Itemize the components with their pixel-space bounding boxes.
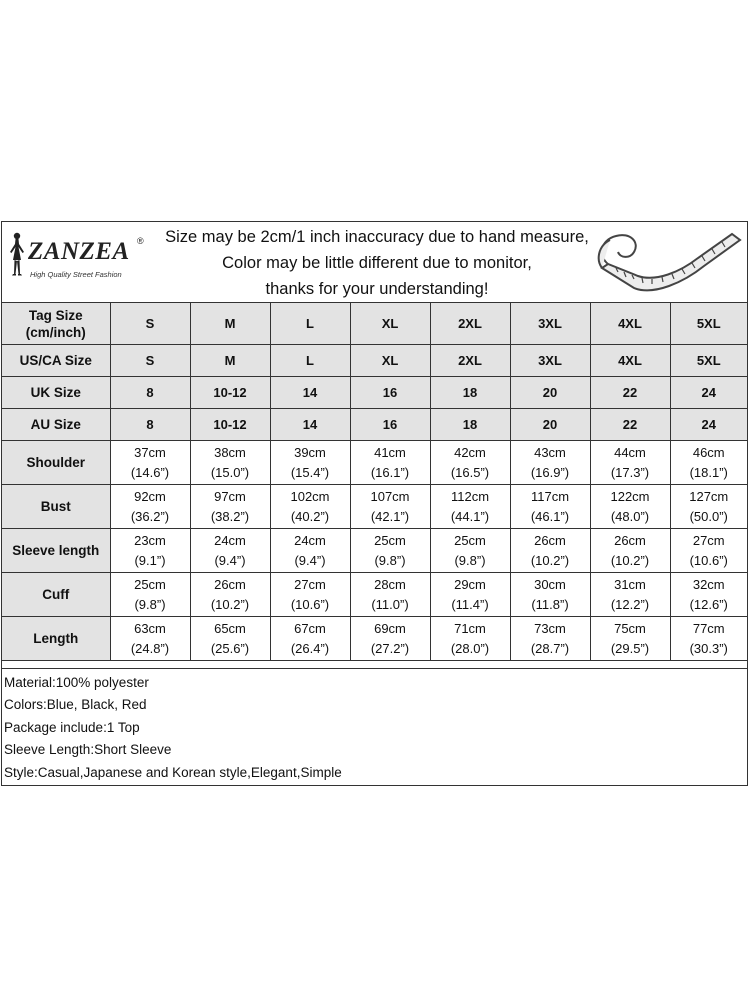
inch-value: (18.1”) — [689, 464, 728, 480]
table-cell — [510, 529, 590, 573]
table-cell — [350, 529, 430, 573]
cm-value: 73cm — [534, 620, 566, 636]
inch-value: (16.1”) — [370, 464, 410, 480]
row-label: Sleeve length — [2, 529, 110, 573]
table-cell — [430, 529, 510, 573]
table-cell — [350, 441, 430, 485]
cm-value: 127cm — [689, 488, 729, 504]
inch-value: (12.6”) — [689, 596, 728, 612]
inch-value: (40.2”) — [290, 508, 330, 524]
notice-line: Color may be little different due to monitor, — [222, 254, 532, 272]
table-row-tag-size — [2, 303, 747, 345]
inch-value: (29.5”) — [610, 640, 650, 656]
info-package: Package include:1 Top — [4, 719, 140, 735]
inch-value: (10.2”) — [610, 552, 650, 568]
inch-value: (44.1”) — [450, 508, 490, 524]
cm-value: 37cm — [134, 444, 166, 460]
table-cell: 16 — [350, 377, 430, 409]
table-row-au-size — [2, 409, 747, 441]
table-cell — [110, 529, 190, 573]
table-cell: 18 — [430, 409, 510, 441]
cm-value: 67cm — [294, 620, 326, 636]
table-cell: 20 — [510, 409, 590, 441]
product-info — [2, 668, 747, 784]
table-cell: XL — [350, 345, 430, 377]
table-cell: M — [190, 345, 270, 377]
size-chart — [1, 221, 748, 786]
table-cell — [670, 485, 747, 529]
table-cell: S — [110, 345, 190, 377]
cm-value: 43cm — [534, 444, 566, 460]
cm-value: 28cm — [374, 576, 406, 592]
size-table — [2, 303, 747, 661]
cm-value: 65cm — [214, 620, 246, 636]
table-cell — [430, 441, 510, 485]
inch-value: (11.0”) — [371, 596, 409, 612]
table-cell — [110, 573, 190, 617]
table-cell — [190, 441, 270, 485]
tag-size-label: Tag Size — [28, 307, 83, 323]
row-label: AU Size — [2, 409, 110, 441]
table-row-uk-size — [2, 377, 747, 409]
table-cell: 2XL — [430, 345, 510, 377]
table-cell: 22 — [590, 377, 670, 409]
brand-tagline: High Quality Street Fashion — [30, 270, 122, 279]
cm-value: 117cm — [530, 488, 570, 504]
cm-value: 71cm — [454, 620, 486, 636]
table-cell: 24 — [670, 377, 747, 409]
size-header: XL — [350, 303, 430, 345]
inch-value: (10.2”) — [210, 596, 250, 612]
cm-value: 69cm — [374, 620, 406, 636]
info-material: Material:100% polyester — [4, 675, 149, 690]
cm-value: 31cm — [614, 576, 646, 592]
inch-value: (25.6”) — [210, 640, 250, 656]
table-cell — [590, 529, 670, 573]
registered-mark: ® — [137, 236, 144, 246]
row-label: US/CA Size — [2, 345, 110, 377]
size-header: 5XL — [670, 303, 747, 345]
cm-value: 97cm — [214, 488, 246, 504]
cm-value: 46cm — [692, 444, 725, 460]
cm-value: 24cm — [214, 532, 246, 548]
cm-value: 77cm — [692, 620, 725, 636]
chart-header — [2, 222, 747, 303]
table-cell — [670, 617, 747, 661]
table-cell: 5XL — [670, 345, 747, 377]
inch-value: (9.4”) — [294, 552, 326, 568]
table-cell — [590, 573, 670, 617]
table-cell — [270, 529, 350, 573]
table-cell: 14 — [270, 377, 350, 409]
table-cell — [270, 617, 350, 661]
table-row-cuff — [2, 573, 747, 617]
size-header: M — [190, 303, 270, 345]
table-cell — [510, 573, 590, 617]
table-cell: 8 — [110, 377, 190, 409]
inch-value: (10.6”) — [290, 596, 330, 612]
info-style: Style:Casual,Japanese and Korean style,Elegant,Simple — [4, 764, 342, 780]
table-cell — [350, 617, 430, 661]
notice-line: thanks for your understanding! — [265, 280, 489, 298]
table-cell — [270, 441, 350, 485]
table-row-bust — [2, 485, 747, 529]
inch-value: (24.8”) — [130, 640, 170, 656]
row-label: Length — [2, 617, 110, 661]
table-cell: 10-12 — [190, 409, 270, 441]
inch-value: (10.2”) — [530, 552, 570, 568]
table-row-shoulder — [2, 441, 747, 485]
brand-name: ZANZEA — [28, 238, 130, 265]
inch-value: (16.5”) — [450, 464, 490, 480]
table-cell: 10-12 — [190, 377, 270, 409]
table-cell: 16 — [350, 409, 430, 441]
table-row-sleeve-length — [2, 529, 747, 573]
inch-value: (12.2”) — [610, 596, 650, 612]
inch-value: (9.8”) — [134, 596, 166, 612]
table-cell: 14 — [270, 409, 350, 441]
info-sleeve-length: Sleeve Length:Short Sleeve — [4, 742, 172, 758]
row-label: UK Size — [2, 377, 110, 409]
measurement-notice — [157, 224, 597, 302]
cm-value: 112cm — [450, 488, 490, 504]
inch-value: (15.4”) — [290, 464, 330, 480]
fashion-figure-icon — [6, 230, 28, 282]
inch-value: (14.6”) — [130, 464, 170, 480]
inch-value: (26.4”) — [290, 640, 330, 656]
size-header: S — [110, 303, 190, 345]
cm-value: 75cm — [614, 620, 646, 636]
inch-value: (28.7”) — [530, 640, 570, 656]
cm-value: 38cm — [214, 444, 246, 460]
cm-value: 107cm — [370, 488, 410, 504]
table-cell — [110, 485, 190, 529]
table-cell — [110, 441, 190, 485]
inch-value: (50.0”) — [689, 508, 728, 524]
table-cell — [190, 529, 270, 573]
cm-value: 102cm — [290, 488, 330, 504]
table-cell: L — [270, 345, 350, 377]
table-cell — [590, 617, 670, 661]
cm-value: 30cm — [534, 576, 566, 592]
table-cell: 24 — [670, 409, 747, 441]
table-cell — [350, 485, 430, 529]
cm-value: 42cm — [454, 444, 486, 460]
table-cell: 8 — [110, 409, 190, 441]
table-cell — [430, 617, 510, 661]
inch-value: (9.1”) — [134, 552, 166, 568]
info-colors: Colors:Blue, Black, Red — [4, 697, 147, 713]
table-cell — [270, 573, 350, 617]
inch-value: (42.1”) — [370, 508, 410, 524]
cm-value: 32cm — [692, 576, 725, 592]
cm-value: 25cm — [374, 532, 406, 548]
cm-value: 63cm — [134, 620, 166, 636]
table-cell — [190, 573, 270, 617]
inch-value: (48.0”) — [610, 508, 650, 524]
table-cell: 18 — [430, 377, 510, 409]
cm-value: 27cm — [294, 576, 326, 592]
inch-value: (38.2”) — [210, 508, 250, 524]
table-cell — [110, 617, 190, 661]
inch-value: (9.8”) — [454, 552, 486, 568]
inch-value: (9.8”) — [374, 552, 406, 568]
cm-value: 27cm — [692, 532, 725, 548]
size-header: L — [270, 303, 350, 345]
table-cell: 4XL — [590, 345, 670, 377]
inch-value: (11.8”) — [531, 596, 569, 612]
cm-value: 26cm — [614, 532, 646, 548]
table-cell — [670, 529, 747, 573]
cm-value: 25cm — [454, 532, 486, 548]
cm-value: 44cm — [614, 444, 646, 460]
inch-value: (46.1”) — [530, 508, 570, 524]
row-label — [2, 303, 110, 345]
table-cell — [350, 573, 430, 617]
cm-value: 25cm — [134, 576, 166, 592]
cm-value: 26cm — [214, 576, 246, 592]
tag-size-unit: (cm/inch) — [25, 324, 86, 340]
inch-value: (28.0”) — [450, 640, 490, 656]
cm-value: 122cm — [610, 488, 650, 504]
table-cell: 3XL — [510, 345, 590, 377]
inch-value: (30.3”) — [689, 640, 728, 656]
inch-value: (27.2”) — [370, 640, 410, 656]
inch-value: (15.0”) — [210, 464, 250, 480]
table-row-length — [2, 617, 747, 661]
inch-value: (17.3”) — [610, 464, 650, 480]
row-label: Bust — [2, 485, 110, 529]
table-cell — [670, 441, 747, 485]
table-cell — [270, 485, 350, 529]
cm-value: 92cm — [134, 488, 166, 504]
cm-value: 24cm — [294, 532, 326, 548]
table-cell — [510, 485, 590, 529]
cm-value: 41cm — [374, 444, 406, 460]
table-cell — [510, 441, 590, 485]
table-cell — [430, 573, 510, 617]
table-cell — [590, 485, 670, 529]
size-header: 2XL — [430, 303, 510, 345]
cm-value: 29cm — [454, 576, 486, 592]
size-header: 4XL — [590, 303, 670, 345]
inch-value: (9.4”) — [214, 552, 246, 568]
table-cell: 22 — [590, 409, 670, 441]
cm-value: 23cm — [134, 532, 166, 548]
table-cell — [190, 485, 270, 529]
brand-logo — [6, 230, 156, 300]
inch-value: (11.4”) — [451, 596, 489, 612]
inch-value: (10.6”) — [689, 552, 728, 568]
table-cell — [430, 485, 510, 529]
table-cell — [510, 617, 590, 661]
cm-value: 39cm — [294, 444, 326, 460]
measuring-tape-icon — [594, 226, 744, 298]
cm-value: 26cm — [534, 532, 566, 548]
row-label: Cuff — [2, 573, 110, 617]
row-label: Shoulder — [2, 441, 110, 485]
table-cell — [670, 573, 747, 617]
table-row-us-size — [2, 345, 747, 377]
table-cell: 20 — [510, 377, 590, 409]
table-cell — [590, 441, 670, 485]
notice-line: Size may be 2cm/1 inch inaccuracy due to hand measure, — [165, 228, 589, 246]
size-header: 3XL — [510, 303, 590, 345]
inch-value: (16.9”) — [530, 464, 570, 480]
table-cell — [190, 617, 270, 661]
inch-value: (36.2”) — [130, 508, 170, 524]
